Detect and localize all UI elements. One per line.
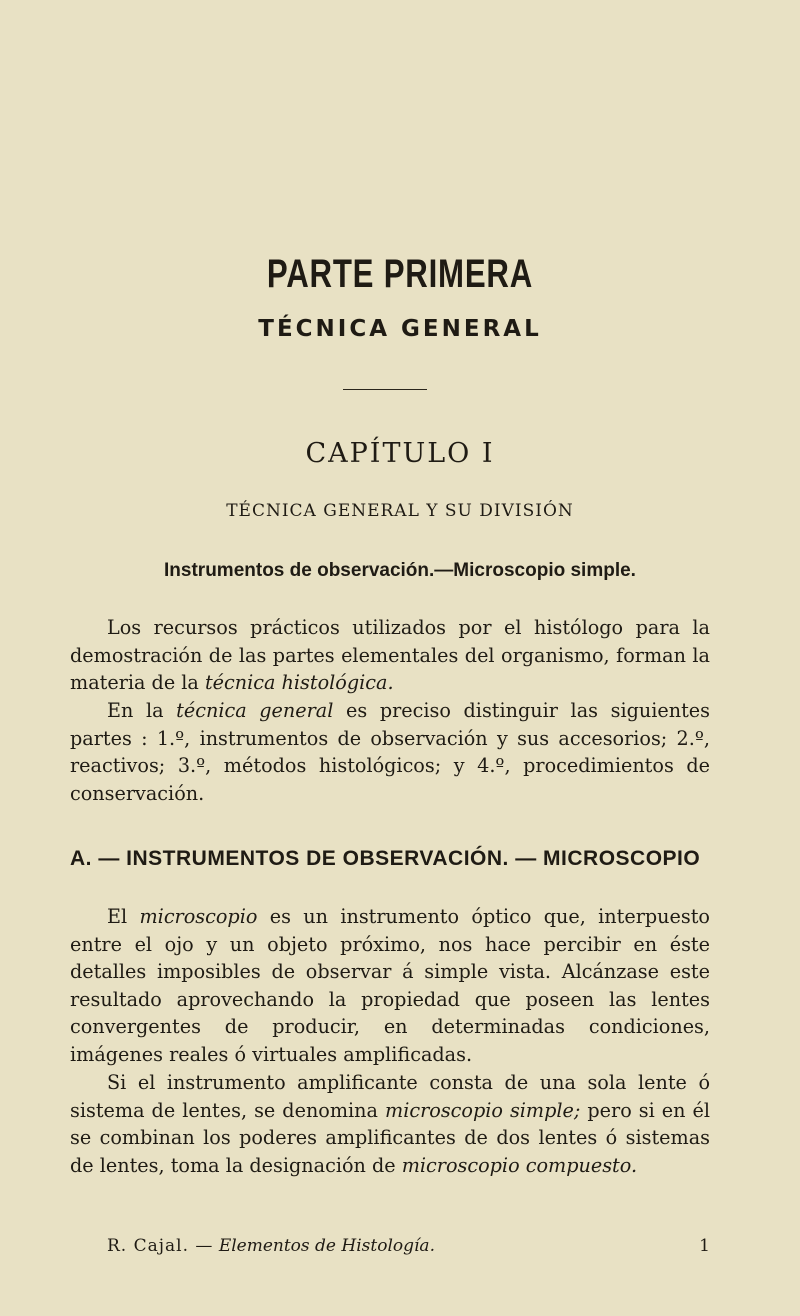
paragraph-3-emphasis: microscopio <box>139 905 258 928</box>
paragraph-3-text-a: El <box>107 905 140 928</box>
page-footer <box>107 1236 710 1256</box>
part-subtitle: TÉCNICA GENERAL <box>258 316 542 342</box>
paragraph-3-text-b: es un instrumento óptico que, interpuesto entre el ojo y un objeto próximo, nos hace percibir en éste detalles imposibles de observar á simple vista. Alcánzase este resultado aprovechando la propiedad que poseen las lentes convergentes de producir, en determinadas condiciones, imágenes reales ó virtuales amplificadas. <box>70 905 710 1066</box>
paragraph-2 <box>70 697 710 807</box>
footer-author: R. Cajal. — <box>107 1236 214 1256</box>
footer-book-title: Elementos de Histología. <box>218 1236 435 1256</box>
chapter-summary: Instrumentos de observación.—Microscopio simple. <box>164 560 636 581</box>
divider-rule <box>343 389 427 390</box>
chapter-title: TÉCNICA GENERAL Y SU DIVISIÓN <box>226 501 574 521</box>
paragraph-4-emphasis-1: microscopio simple; <box>385 1098 581 1122</box>
paragraph-2-emphasis: técnica general <box>176 699 334 722</box>
footer-signature-mark: 1 <box>699 1236 710 1256</box>
paragraph-3 <box>70 903 710 1069</box>
footer-citation <box>107 1236 435 1256</box>
paragraph-4-emphasis-2: microscopio compuesto. <box>401 1153 638 1177</box>
paragraph-4-text-a: Si el instrumento amplificante consta de una sola lente ó sistema de lentes, se denomina <box>70 1071 710 1122</box>
paragraph-4 <box>70 1069 710 1179</box>
paragraph-1 <box>70 614 710 697</box>
part-title: PARTE PRIMERA <box>266 252 534 296</box>
chapter-number: CAPÍTULO I <box>305 438 495 469</box>
section-heading: A. — INSTRUMENTOS DE OBSERVACIÓN. — MICROSCOPIO <box>70 847 701 870</box>
paragraph-1-emphasis: técnica histológica. <box>204 671 394 695</box>
paragraph-2-text-a: En la <box>107 699 177 722</box>
paragraph-1-text: Los recursos prácticos utilizados por el histólogo para la demostración de las partes elementales del organismo, forman la materia de la <box>70 616 710 695</box>
paragraph-2-text-b: es preciso distinguir las siguientes partes : 1.º, instrumentos de observación y sus accesorios; 2.º, reactivos; 3.º, métodos histológicos; y 4.º, procedimientos de conservación. <box>70 699 710 805</box>
paragraph-4-text-b: pero si en él se combinan los poderes amplificantes de dos lentes ó sistemas de lentes, toma la designación de <box>70 1098 711 1177</box>
